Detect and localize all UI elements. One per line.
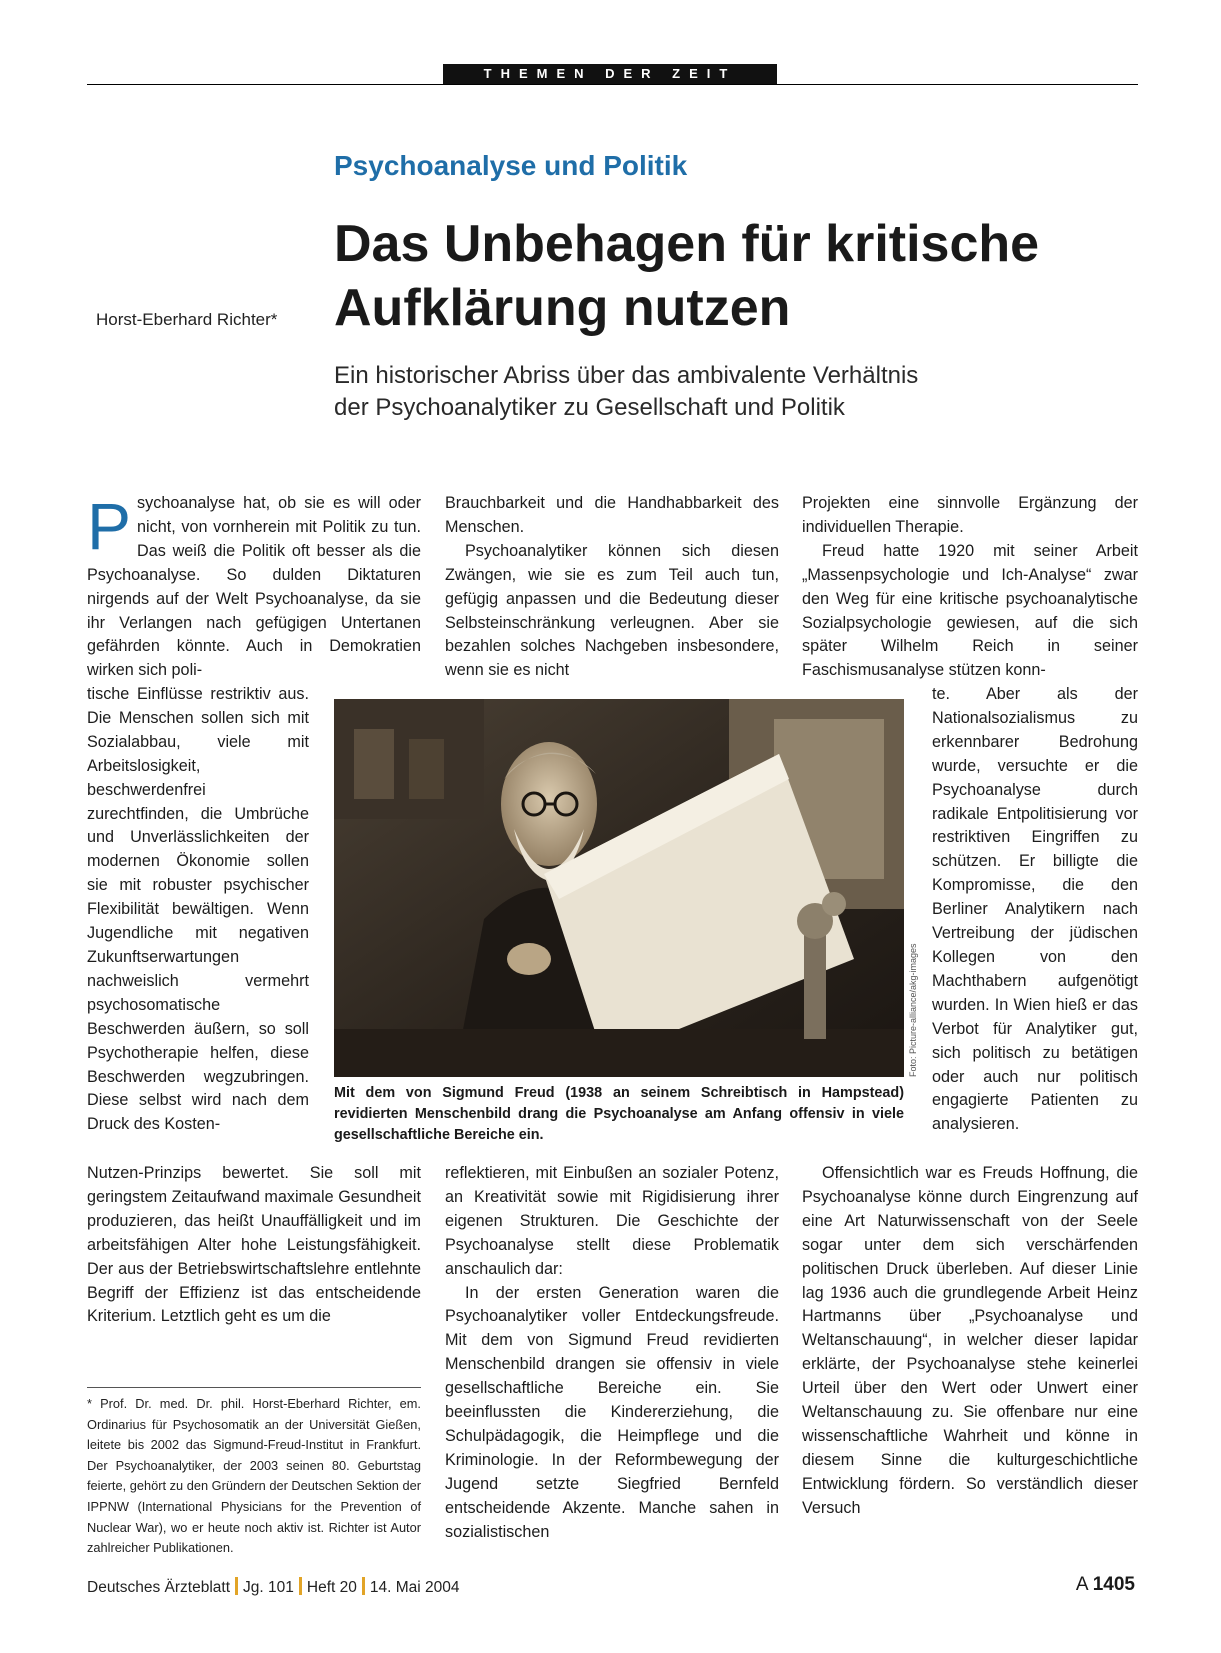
freud-photo	[334, 699, 904, 1077]
article-title: Das Unbehagen für kritische Aufklärung nutzen	[334, 215, 1040, 337]
paragraph: sychoanalyse hat, ob sie es will oder nicht, von vornherein mit Politik zu tun. Das weiß die Politik oft besser als die Psychoanalyse. So dulden Diktaturen nirgends auf der Welt Psychoanalyse, da sie ihr Verlangen nach gefügigen Untertanen gefährden könnte. Auch in Demokratien wirken sich poli-	[87, 494, 421, 680]
photo-caption: Mit dem von Sigmund Freud (1938 an seinem Schreibtisch in Hampstead) revidierten Menschenbild drang die Psychoanalyse am Anfang offensiv in viele gesellschaftliche Bereiche ein.	[334, 1085, 904, 1143]
journal-issue: Heft 20	[306, 1579, 357, 1596]
footer-separator	[235, 1577, 238, 1595]
page-number	[1076, 1574, 1135, 1596]
paragraph: Projekten eine sinnvolle Ergänzung der individuellen Therapie.	[802, 494, 1138, 536]
page-number-value: 1405	[1092, 1574, 1135, 1595]
footer-separator	[299, 1577, 302, 1595]
article-kicker: Psychoanalyse und Politik	[334, 150, 688, 181]
paragraph: te. Aber als der Nationalsozialismus zu erkennbarer Bedrohung wurde, versuchte er die Psychoanalyse durch radikale Entpolitisierung vor restriktiven Eingriffen zu schützen. Er billigte die Kompromisse, die den Berliner Analytikern nach Vertreibung der jüdischen Kollegen von den Machthabern aufgenötigt wurden. In Wien hieß er das Verbot für Analytiker gut, sich politisch zu betätigen oder auch nur politisch engagierte Patienten zu analysieren.	[932, 685, 1138, 1134]
section-label: THEMEN DER ZEIT	[443, 64, 777, 84]
journal-date: 14. Mai 2004	[369, 1579, 460, 1596]
paragraph: Nutzen-Prinzips bewertet. Sie soll mit geringstem Zeitaufwand maximale Gesundheit produzieren, das heißt Unauffälligkeit und im arbeitsfähigen Alter hohe Leistungsfähigkeit. Der aus der Betriebswirtschaftslehre entlehnte Begriff der Effizienz ist das entscheidende Kriterium. Letztlich geht es um die	[87, 1164, 421, 1326]
column-1-top	[87, 492, 421, 690]
journal-name: Deutsches Ärzteblatt	[87, 1579, 231, 1596]
paragraph: Offensichtlich war es Freuds Hoffnung, die Psychoanalyse könne durch Eingrenzung auf eine Art Naturwissenschaft von der Seele sogar unter dem sich verschärfenden politischen Druck überleben. Auf dieser Linie lag 1936 auch die grundlegende Arbeit Heinz Hartmanns über „Psychoanalyse und Weltanschauung“, in welcher dieser lapidar erklärte, der Psychoanalyse stehe keinerlei Urteil über den Wert oder Unwert einer Weltanschauung zu. Sie offenbare nur eine wissenschaftliche Wahrheit und könne in diesem Sinne die kulturgeschichtliche Entwicklung fördern. So verständlich dieser Versuch	[802, 1164, 1138, 1517]
footnote-rule	[87, 1387, 421, 1388]
column-3-bottom	[802, 1162, 1138, 1552]
page-footer	[87, 1577, 459, 1597]
column-3-beside-photo	[932, 683, 1138, 1167]
author-footnote: * Prof. Dr. med. Dr. phil. Horst-Eberhard Richter, em. Ordinarius für Psychosomatik an der Universität Gießen, leitete bis 2002 das Sigmund-Freud-Institut in Frankfurt. Der Psychoanalytiker, der 2003 seinen 80. Geburtstag feierte, gehört zu den Gründern der Deutschen Sektion der IPPNW (International Physicians for the Prevention of Nuclear War), wo er heute noch aktiv ist. Richter ist Autor zahlreicher Publikationen.	[87, 1396, 421, 1556]
column-3-top	[802, 492, 1138, 690]
paragraph: Freud hatte 1920 mit seiner Arbeit „Massenpsychologie und Ich-Analyse“ zwar den Weg für eine kritische psychoanalytische Sozialpsychologie gewiesen, auf die sich später Wilhelm Reich in seiner Faschismusanalyse stützen konn-	[802, 541, 1138, 680]
column-1-bottom	[87, 1162, 421, 1368]
paragraph: reflektieren, mit Einbußen an sozialer Potenz, an Kreativität sowie mit Rigidisierung ihrer eigenen Strukturen. Die Geschichte der Psychoanalyse stellt diese Problematik anschaulich dar:	[445, 1164, 779, 1278]
column-2-bottom	[445, 1162, 779, 1552]
column-1-beside-photo	[87, 683, 309, 1167]
journal-volume: Jg. 101	[243, 1579, 294, 1596]
photo-credit: Foto: Picture-alliance/akg-images	[908, 943, 918, 1077]
article-subtitle: Ein historischer Abriss über das ambivalente Verhältnis der Psychoanalytiker zu Gesellschaft und Politik	[334, 362, 919, 421]
paragraph: Brauchbarkeit und die Handhabbarkeit des Menschen.	[445, 494, 779, 536]
page-prefix: A	[1075, 1574, 1088, 1595]
header-rule	[87, 84, 1138, 85]
article-author: Horst-Eberhard Richter*	[96, 310, 278, 329]
paragraph: tische Einflüsse restriktiv aus. Die Menschen sollen sich mit Sozialabbau, viele mit Arbeitslosigkeit, beschwerdenfrei zurechtfinden, die Umbrüche und Unverlässlichkeiten der modernen Ökonomie sollen sie mit robuster psychischer Flexibilität bewältigen. Wenn Jugendliche mit negativen Zukunftserwartungen nachweislich vermehrt psychosomatische Beschwerden äußern, so soll Psychotherapie helfen, diese Beschwerden wegzubringen. Diese selbst wird nach dem Druck des Kosten-	[87, 685, 309, 1134]
footer-separator	[362, 1577, 365, 1595]
column-2-top	[445, 492, 779, 690]
paragraph: In der ersten Generation waren die Psychoanalytiker voller Entdeckungsfreude. Mit dem von Sigmund Freud revidierten Menschenbild drangen sie offensiv in viele gesellschaftliche Bereiche ein. Sie beeinflussten die Kindererziehung, die Schulpädagogik, die Heimpflege und die Kriminologie. In der Reformbewegung der Jugend setzte Siegfried Bernfeld entscheidende Akzente. Manche sahen in sozialistischen	[445, 1283, 779, 1541]
paragraph: Psychoanalytiker können sich diesen Zwängen, wie sie es zum Teil auch tun, gefügig anpassen und die Bedeutung dieser Selbsteinschränkung verleugnen. Aber sie bezahlen solches Nachgeben insbesondere, wenn sie es nicht	[445, 541, 779, 680]
freud-photo-illustration	[334, 699, 904, 1077]
drop-cap: P	[87, 492, 132, 563]
